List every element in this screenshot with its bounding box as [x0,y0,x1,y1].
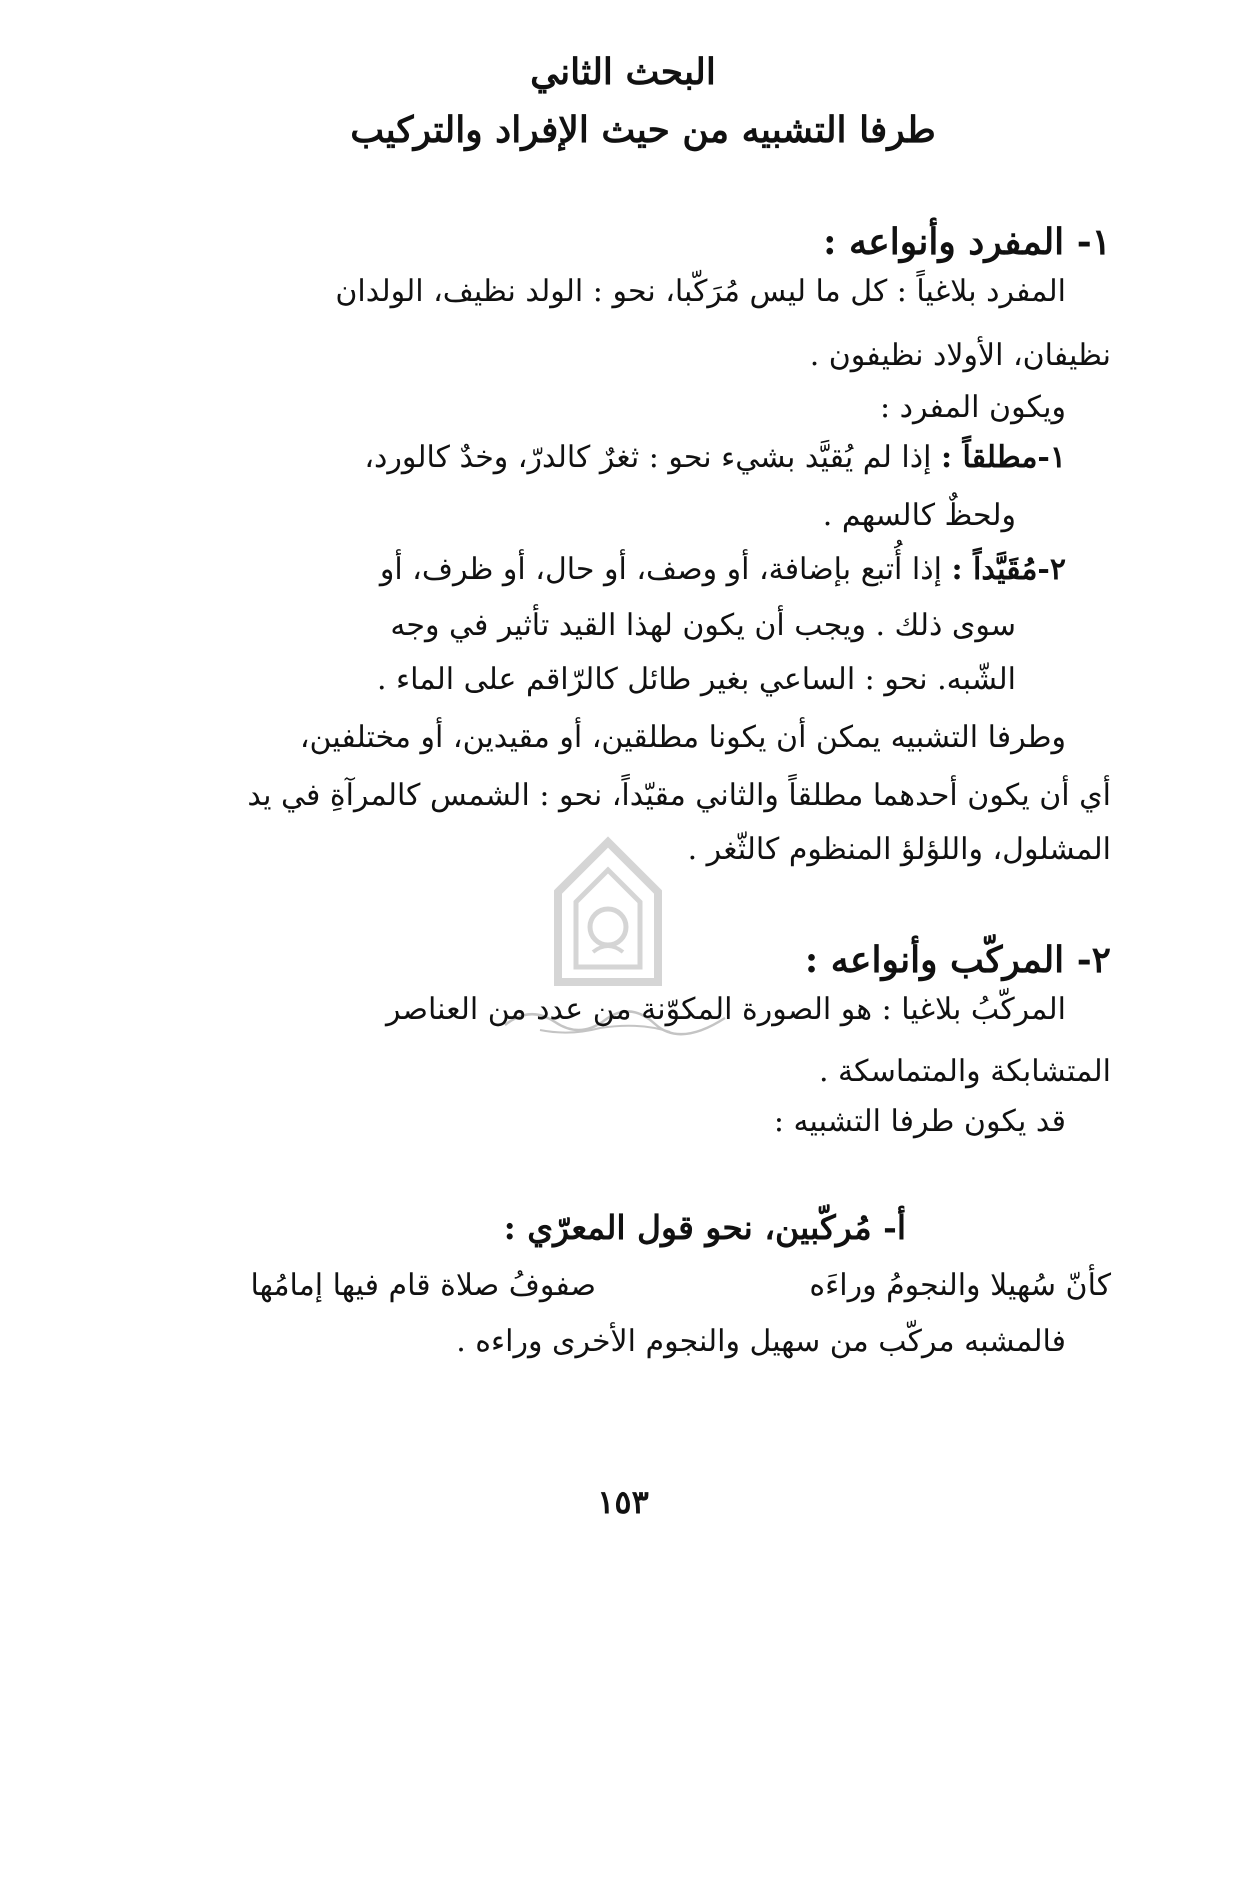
part1-def-line2: نظيفان، الأولاد نظيفون . [809,338,1111,373]
part2-def-line1: المركّبُ بلاغيا : هو الصورة المكوّنة من عدد من العناصر [386,992,1066,1027]
part1-combo-line1: وطرفا التشبيه يمكن أن يكونا مطلقين، أو مقيدين، أو مختلفين، [299,720,1066,755]
part2-intro: قد يكون طرفا التشبيه : [773,1104,1066,1139]
part1-type2-line1 [380,550,1066,590]
type2-text: إذا أُتبع بإضافة، أو وصف، أو حال، أو ظرف، أو [379,552,942,587]
section-title: البحث الثاني [530,51,716,93]
part1-type2-line3: الشّبه. نحو : الساعي بغير طائل كالرّاقم على الماء . [376,662,1016,697]
part2-explanation: فالمشبه مركّب من سهيل والنجوم الأخرى وراءه . [456,1324,1066,1359]
part1-heading: ١- المفرد وأنواعه : [823,221,1111,263]
type1-label: ١-مطلقاً : [940,440,1066,475]
type1-text: إذا لم يُقيَّد بشيء نحو : ثغرٌ كالدرّ، وخدٌ كالورد، [364,440,932,475]
part2-heading: ٢- المركّب وأنواعه : [804,939,1111,981]
verse-second-half: صفوفُ صلاة قام فيها إمامُها [250,1268,596,1303]
part1-type2-line2: سوى ذلك . ويجب أن يكون لهذا القيد تأثير في وجه [390,608,1016,643]
part1-type1-line1 [364,438,1066,478]
part2-def-line2: المتشابكة والمتماسكة . [818,1054,1111,1089]
page-number: ١٥٣ [597,1483,649,1521]
verse-first-half: كأنّ سُهيلا والنجومُ وراءَه [809,1268,1111,1303]
part2-sub-a-heading: أ- مُركّبين، نحو قول المعرّي : [503,1208,906,1247]
part1-types-intro: ويكون المفرد : [879,390,1066,425]
type2-label: ٢-مُقَيَّداً : [951,552,1066,587]
watermark-seal-icon [548,832,668,1002]
section-subtitle: طرفا التشبيه من حيث الإفراد والتركيب [350,109,936,151]
part1-combo-line2: أي أن يكون أحدهما مطلقاً والثاني مقيّداً، نحو : الشمس كالمرآةِ في يد [247,778,1111,813]
part1-combo-line3: المشلول، واللؤلؤ المنظوم كالثّغر . [687,832,1111,867]
part1-def-line1: المفرد بلاغياً : كل ما ليس مُرَكّبا، نحو : الولد نظيف، الولدان [335,274,1066,309]
part1-type1-line2: ولحظٌ كالسهم . [822,498,1016,533]
